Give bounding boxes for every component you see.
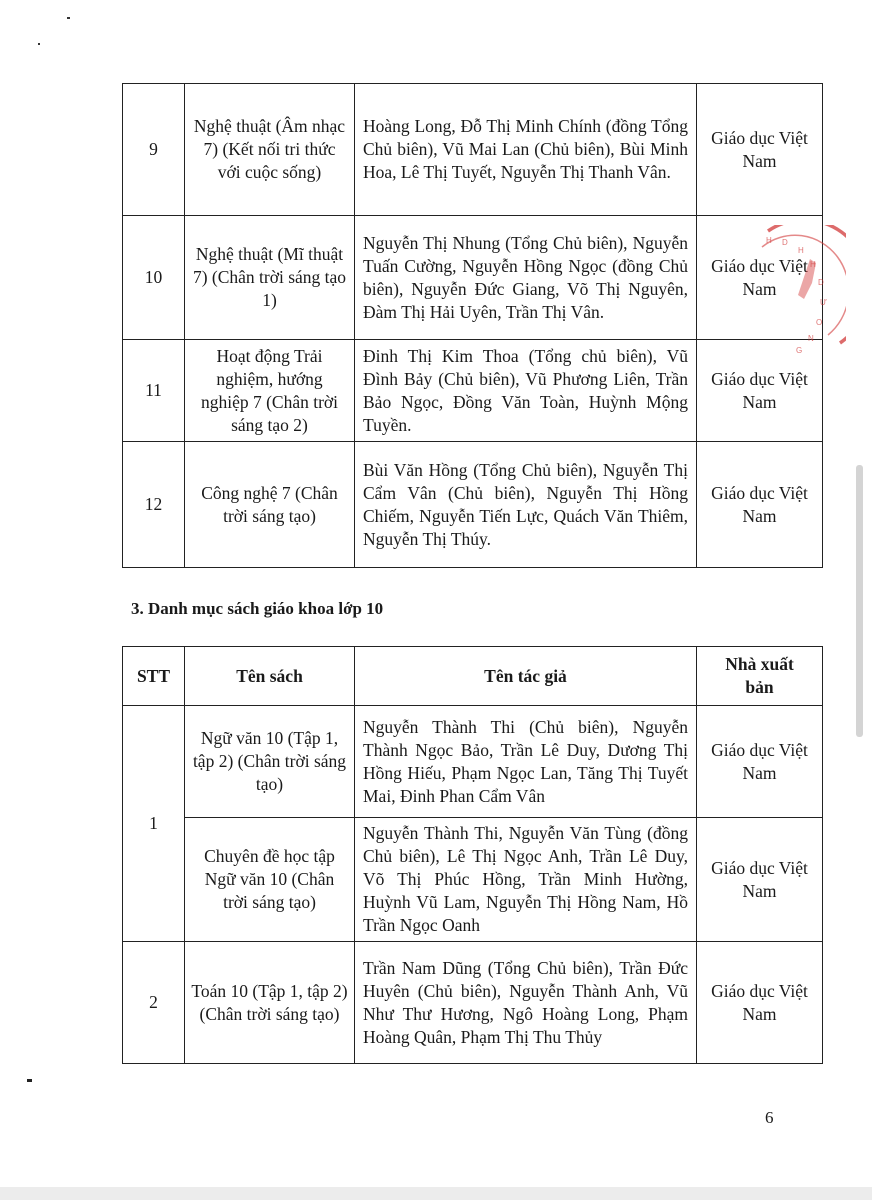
book-name-cell: Nghệ thuật (Âm nhạc 7) (Kết nối tri thức với cuộc sống) (185, 84, 355, 216)
book-name-cell: Nghệ thuật (Mĩ thuật 7) (Chân trời sáng tạo 1) (185, 216, 355, 340)
publisher-cell: Giáo dục Việt Nam (697, 706, 823, 818)
book-name-cell: Chuyên đề học tập Ngữ văn 10 (Chân trời sáng tạo) (185, 818, 355, 942)
stt-cell: 12 (123, 442, 185, 568)
authors-cell: Bùi Văn Hồng (Tổng Chủ biên), Nguyễn Thị Cẩm Vân (Chủ biên), Nguyễn Thị Hồng Chiếm, Nguyễn Tiến Lực, Quách Văn Thiêm, Nguyễn Thị Thúy. (355, 442, 697, 568)
stt-cell: 1 (123, 706, 185, 942)
page-number: 6 (765, 1108, 774, 1127)
header-book-name: Tên sách (185, 647, 355, 706)
table-row (123, 942, 823, 1064)
table-row (123, 84, 823, 216)
bottom-bar (0, 1187, 872, 1200)
authors-cell: Nguyễn Thành Thi, Nguyễn Văn Tùng (đồng Chủ biên), Lê Thị Ngọc Anh, Trần Lê Duy, Võ Thị Phúc Hồng, Trần Minh Hường, Huỳnh Vũ Lam, Nguyễn Thị Hồng Nam, Hồ Trần Ngọc Oanh (355, 818, 697, 942)
stt-cell: 9 (123, 84, 185, 216)
svg-text:H: H (798, 246, 804, 255)
svg-text:H: H (766, 236, 772, 245)
authors-cell: Hoàng Long, Đỗ Thị Minh Chính (đồng Tổng Chủ biên), Vũ Mai Lan (Chủ biên), Bùi Minh Hoa, Lê Thị Tuyết, Nguyễn Thị Thanh Vân. (355, 84, 697, 216)
stt-cell: 2 (123, 942, 185, 1064)
textbook-table-grade-7 (122, 83, 823, 568)
section-heading: 3. Danh mục sách giáo khoa lớp 10 (131, 599, 384, 618)
publisher-cell: Giáo dục Việt Nam (697, 442, 823, 568)
authors-cell: Nguyễn Thị Nhung (Tổng Chủ biên), Nguyễn Tuấn Cường, Nguyễn Hồng Ngọc (đồng Chủ biên), Nguyễn Đức Giang, Võ Thị Nguyên, Đàm Thị Hải Uyên, Trần Thị Vân. (355, 216, 697, 340)
svg-text:Ư: Ư (820, 298, 827, 307)
svg-text:O: O (816, 318, 823, 327)
table-row (123, 340, 823, 442)
scan-speck (67, 17, 70, 19)
table-row (123, 706, 823, 818)
header-authors: Tên tác giả (355, 647, 697, 706)
svg-text:G: G (796, 346, 803, 355)
authors-cell: Đinh Thị Kim Thoa (Tổng chủ biên), Vũ Đình Bảy (Chủ biên), Vũ Phương Liên, Trần Bảo Ngọc, Đồng Văn Toàn, Huỳnh Mộng Tuyền. (355, 340, 697, 442)
scrollbar-thumb[interactable] (856, 465, 863, 737)
book-name-cell: Ngữ văn 10 (Tập 1, tập 2) (Chân trời sáng tạo) (185, 706, 355, 818)
publisher-cell: Giáo dục Việt Nam (697, 942, 823, 1064)
table-row (123, 216, 823, 340)
table-header-row (123, 647, 823, 706)
publisher-cell: Giáo dục Việt Nam (697, 84, 823, 216)
publisher-cell: Giáo dục Việt Nam (697, 818, 823, 942)
svg-text:H: H (810, 260, 816, 269)
book-name-cell: Hoạt động Trải nghiệm, hướng nghiệp 7 (Chân trời sáng tạo 2) (185, 340, 355, 442)
textbook-table-grade-10 (122, 646, 823, 1064)
stt-cell: 10 (123, 216, 185, 340)
header-stt: STT (123, 647, 185, 706)
book-name-cell: Công nghệ 7 (Chân trời sáng tạo) (185, 442, 355, 568)
scan-mark (27, 1079, 32, 1082)
scan-speck (38, 43, 40, 45)
table-row (123, 818, 823, 942)
publisher-cell: Giáo dục Việt Nam (697, 216, 823, 340)
publisher-cell: Giáo dục Việt Nam (697, 340, 823, 442)
authors-cell: Trần Nam Dũng (Tổng Chủ biên), Trần Đức Huyên (Chủ biên), Nguyễn Thành Anh, Vũ Như Thư Hương, Ngô Hoàng Long, Phạm Hoàng Quân, Phạm Thị Thu Thủy (355, 942, 697, 1064)
table-row (123, 442, 823, 568)
stt-cell: 11 (123, 340, 185, 442)
svg-text:N: N (808, 334, 814, 343)
authors-cell: Nguyễn Thành Thi (Chủ biên), Nguyễn Thành Ngọc Bảo, Trần Lê Duy, Dương Thị Hồng Hiếu, Phạm Ngọc Lan, Tăng Thị Tuyết Mai, Đinh Phan Cẩm Vân (355, 706, 697, 818)
svg-text:D: D (782, 238, 788, 247)
svg-text:D: D (818, 278, 824, 287)
header-publisher: Nhà xuất bản (697, 647, 823, 706)
book-name-cell: Toán 10 (Tập 1, tập 2) (Chân trời sáng tạo) (185, 942, 355, 1064)
